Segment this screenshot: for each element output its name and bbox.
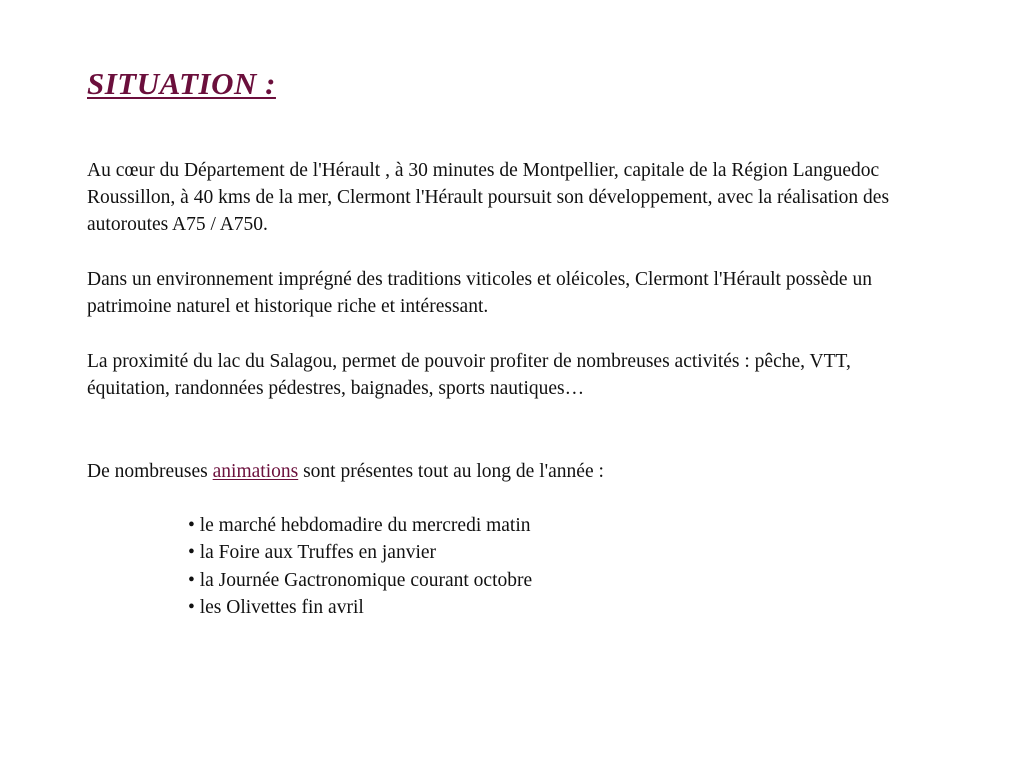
page-content	[87, 64, 947, 618]
list-item: • le marché hebdomadire du mercredi matin	[188, 515, 531, 536]
events-list	[188, 512, 532, 621]
intro-paragraph: Au cœur du Département de l'Hérault , à 30 minutes de Montpellier, capitale de la Région Languedoc Roussillon, à 40 kms de la mer, Clermont l'Hérault poursuit son développement, avec la réalisation des autoroutes A75 / A750.	[87, 160, 890, 235]
list-item: • la Foire aux Truffes en janvier	[188, 542, 437, 564]
page-title: SITUATION :	[87, 66, 276, 101]
animations-paragraph	[87, 458, 937, 485]
list-item: • les Olivettes fin avril	[188, 596, 364, 618]
animations-link[interactable]: animations	[212, 461, 299, 482]
activities-paragraph: La proximité du lac du Salagou, permet de pouvoir profiter de nombreuses activités : pêche, VTT, équitation, randonnées pédestres, baignades, sports nautiques…	[87, 351, 851, 399]
heritage-paragraph: Dans un environnement imprégné des traditions viticoles et oléicoles, Clermont l'Hérault possède un patrimoine naturel et historique riche et intéressant.	[87, 269, 872, 317]
list-item: • la Journée Gactronomique courant octobre	[188, 569, 533, 591]
animations-suffix: sont présentes tout au long de l'année :	[298, 461, 604, 482]
animations-prefix: De nombreuses	[87, 461, 213, 482]
